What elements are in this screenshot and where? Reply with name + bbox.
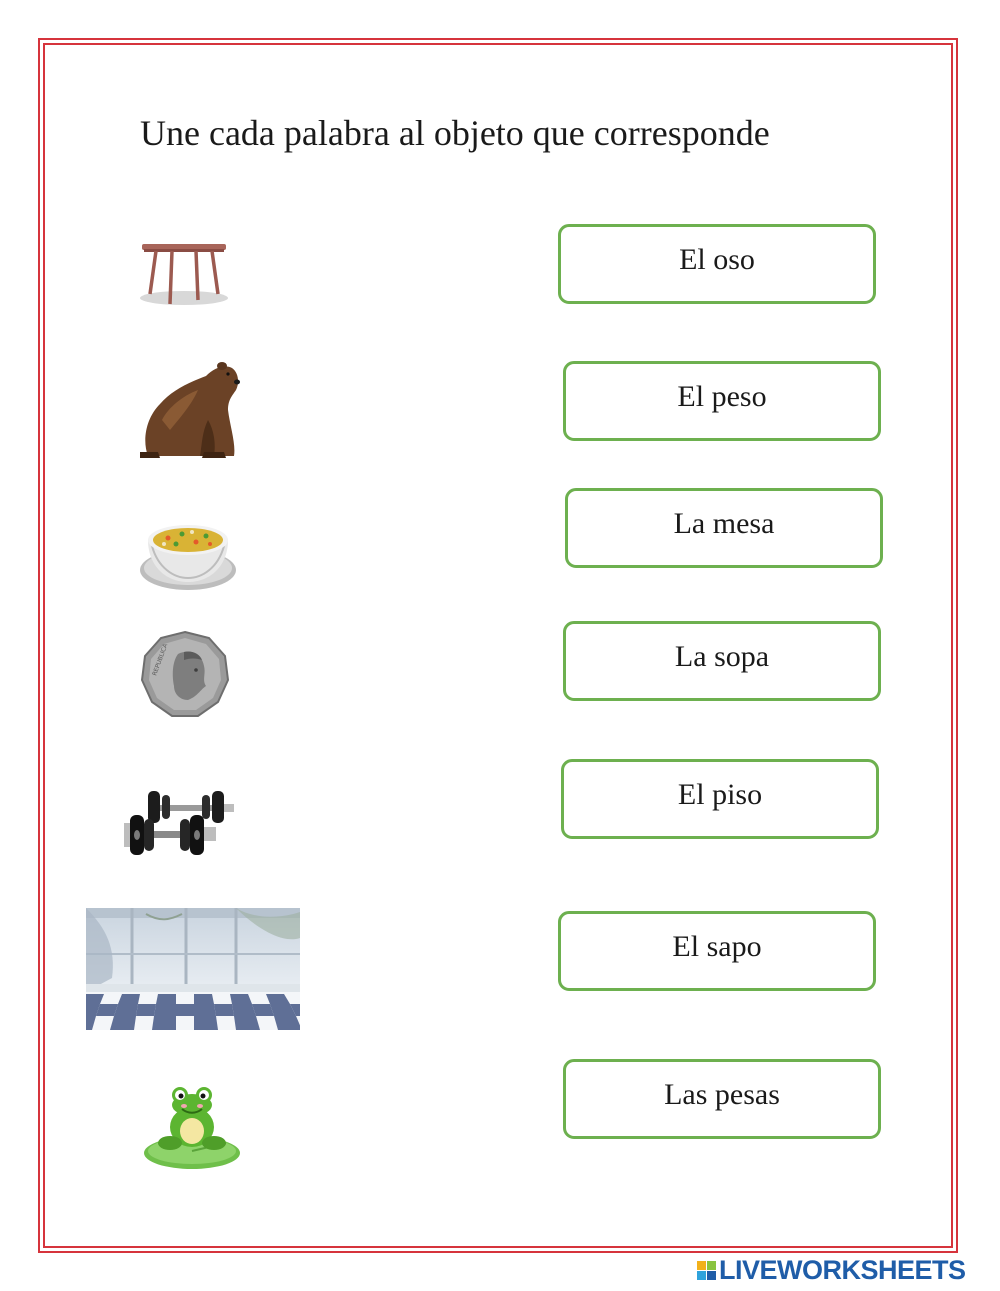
word-box-la-sopa[interactable] (563, 621, 881, 701)
word-label: La sopa (674, 640, 770, 673)
word-box-el-sapo[interactable] (558, 911, 876, 991)
liveworksheets-logo-icon (697, 1261, 716, 1280)
word-label: La mesa (673, 507, 775, 540)
bear-picture[interactable] (140, 360, 242, 458)
floor-picture[interactable] (86, 908, 300, 1030)
word-box-la-mesa[interactable] (565, 488, 883, 568)
word-label: El sapo (672, 930, 762, 963)
brand-name: LIVEWORKSHEETS (719, 1254, 966, 1285)
word-box-el-piso[interactable] (561, 759, 879, 839)
word-label: Las pesas (664, 1078, 780, 1111)
worksheet-title: Une cada palabra al objeto que corresponde (140, 113, 770, 153)
word-box-las-pesas[interactable] (563, 1059, 881, 1139)
dumbbells-picture[interactable] (118, 785, 242, 863)
table-picture[interactable] (138, 238, 230, 308)
svg-text:REPUBLICA: REPUBLICA (151, 642, 170, 677)
frog-picture[interactable] (140, 1085, 246, 1173)
word-box-el-oso[interactable] (558, 224, 876, 304)
word-box-el-peso[interactable] (563, 361, 881, 441)
word-label: El peso (677, 380, 767, 413)
word-label: El oso (679, 243, 755, 276)
soup-picture[interactable] (138, 510, 242, 594)
word-label: El piso (677, 778, 763, 811)
liveworksheets-brand (697, 1256, 966, 1284)
coin-picture[interactable] (140, 630, 230, 718)
